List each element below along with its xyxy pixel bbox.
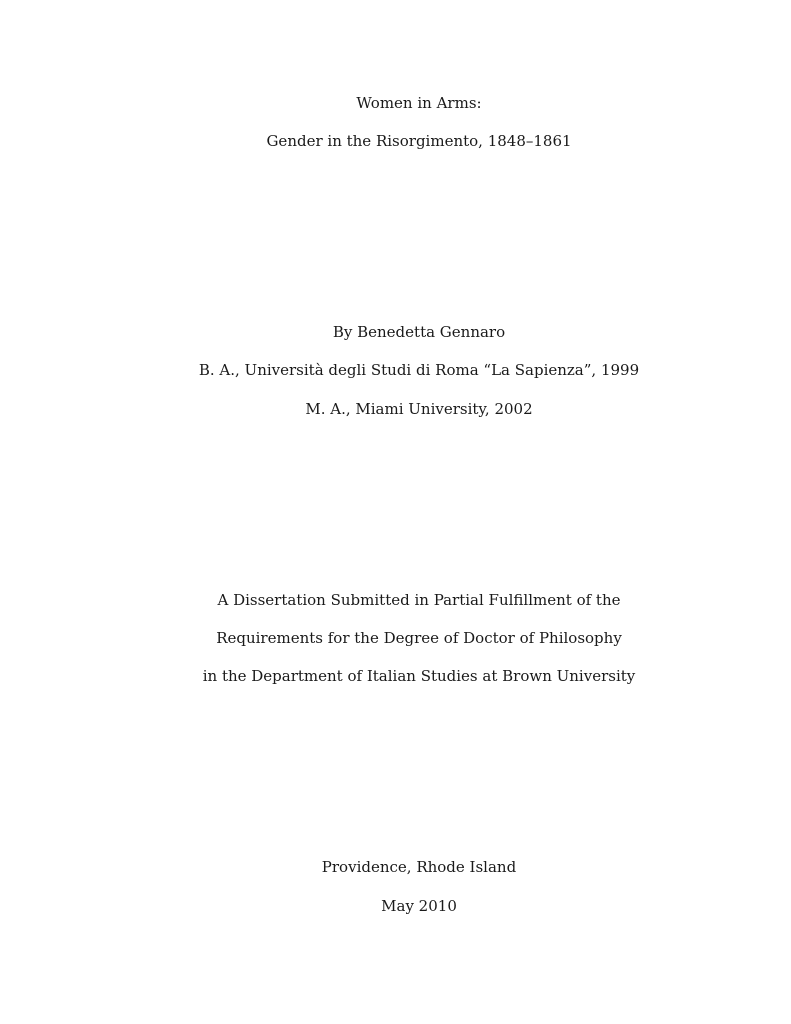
submission-line-2: Requirements for the Degree of Doctor of Philosophy [216, 629, 622, 647]
degree-ba: B. A., Università degli Studi di Roma “La Sapienza”, 1999 [198, 361, 640, 379]
submission-line-1: A Dissertation Submitted in Partial Fulfillment of the [217, 591, 621, 609]
dissertation-subtitle: Gender in the Risorgimento, 1848–1861 [266, 132, 572, 150]
dissertation-title: Women in Arms: [356, 94, 482, 112]
degree-ma: M. A., Miami University, 2002 [305, 400, 533, 418]
author-name: By Benedetta Gennaro [332, 323, 506, 341]
submission-date: May 2010 [381, 897, 457, 915]
place-of-submission: Providence, Rhode Island [321, 858, 517, 876]
submission-line-3: in the Department of Italian Studies at Brown University [202, 667, 636, 685]
